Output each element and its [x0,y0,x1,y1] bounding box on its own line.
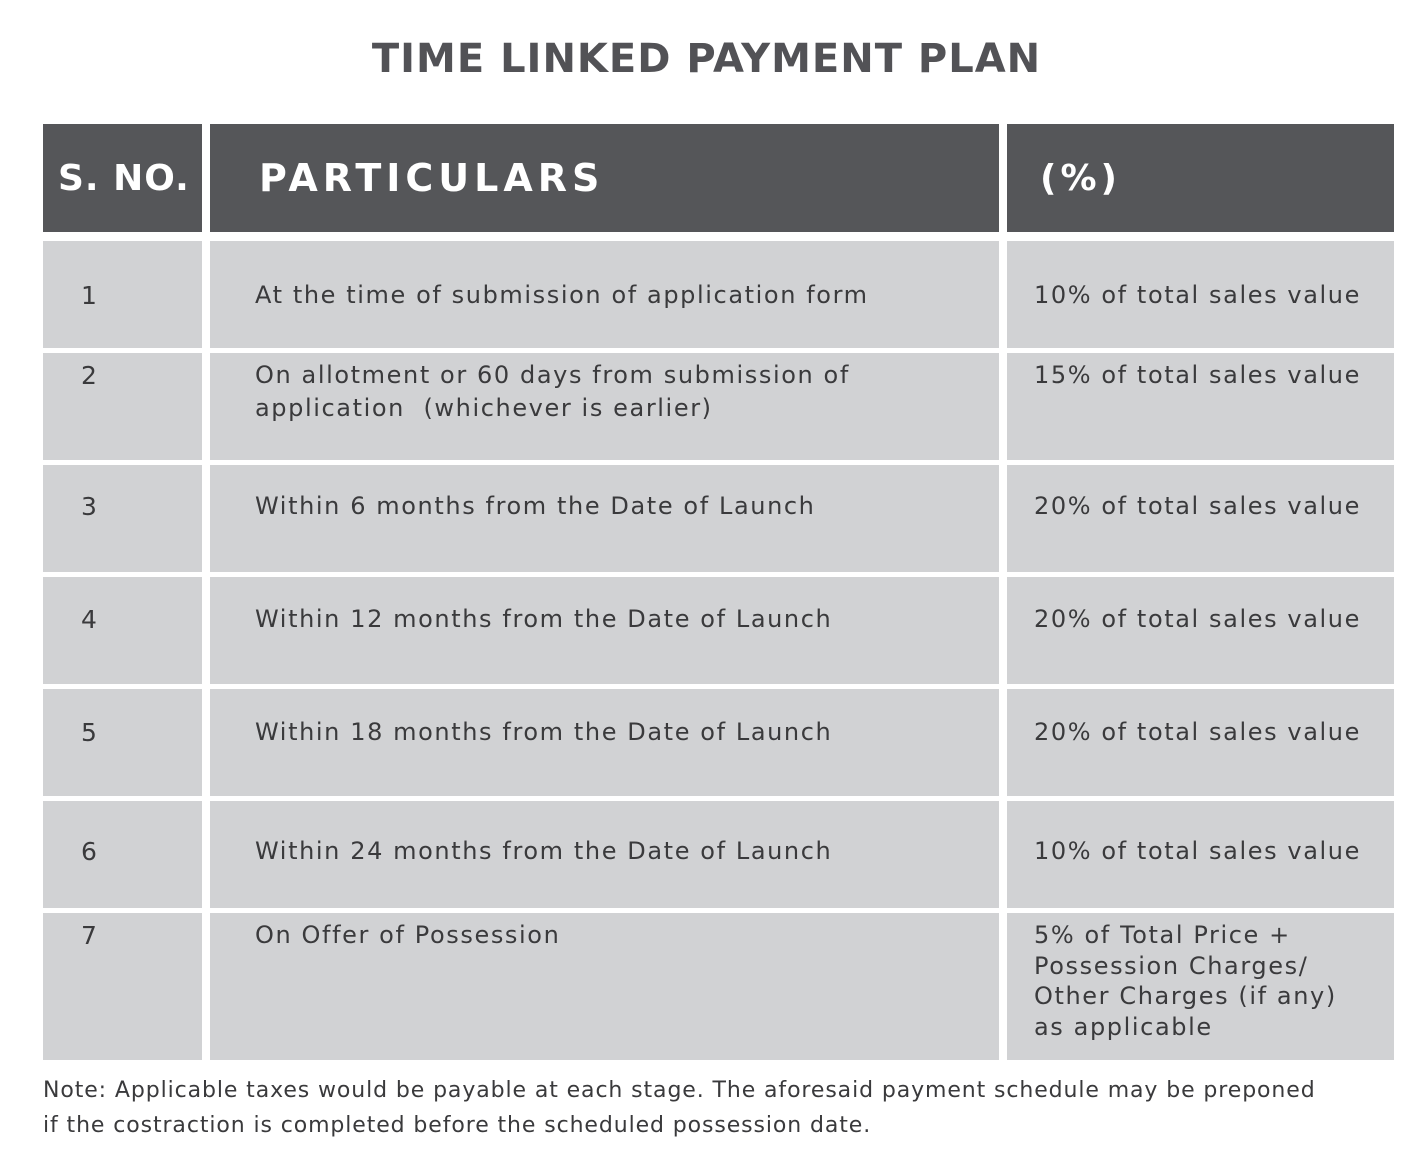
percent-line: as applicable [1034,1012,1213,1041]
table-header-row [43,124,1394,232]
table-row [43,801,1394,908]
header-percent: (%) [1007,124,1394,232]
particulars-cell [210,913,999,1060]
percent-cell [1007,241,1394,348]
table-row [43,241,1394,348]
sno-cell [43,465,202,572]
particulars-text: Within 6 months from the Date of Launch [255,492,816,520]
particulars-cell [210,241,999,348]
table-row [43,353,1394,460]
sno-value: 6 [81,837,99,866]
percent-cell [1007,353,1394,460]
percent-text [1034,920,1389,1042]
sno-cell [43,689,202,796]
table-row [43,913,1394,1060]
particulars-cell [210,689,999,796]
particulars-text: Within 12 months from the Date of Launch [255,605,833,633]
sno-value: 7 [81,921,99,950]
percent-cell [1007,465,1394,572]
sno-cell [43,353,202,460]
sno-value: 2 [81,361,99,390]
percent-cell [1007,801,1394,908]
table-row [43,577,1394,684]
sno-cell [43,913,202,1060]
percent-text: 20% of total sales value [1034,605,1361,633]
percent-text: 10% of total sales value [1034,837,1361,865]
sno-cell [43,241,202,348]
percent-line: Possession Charges/ [1034,951,1309,980]
footnote-line: if the costraction is completed before the scheduled possession date. [43,1113,872,1138]
page-title: TIME LINKED PAYMENT PLAN [371,36,1042,82]
percent-text: 15% of total sales value [1034,361,1361,389]
sno-value: 1 [81,281,99,310]
percent-text: 10% of total sales value [1034,281,1361,309]
particulars-cell [210,577,999,684]
footnote [43,1073,1403,1143]
percent-cell [1007,913,1394,1060]
table-row [43,689,1394,796]
footnote-line: Note: Applicable taxes would be payable at each stage. The aforesaid payment schedule may be preponed [43,1078,1316,1103]
particulars-text: Within 24 months from the Date of Launch [255,837,833,865]
percent-text: 20% of total sales value [1034,492,1361,520]
sno-cell [43,801,202,908]
particulars-text: At the time of submission of application form [255,281,869,309]
particulars-text [255,359,975,425]
table-row [43,465,1394,572]
particulars-cell [210,353,999,460]
percent-text: 20% of total sales value [1034,718,1361,746]
particulars-cell [210,465,999,572]
percent-line: Other Charges (if any) [1034,982,1337,1010]
percent-cell [1007,689,1394,796]
particulars-text: On Offer of Possession [255,921,561,949]
particulars-cell [210,801,999,908]
particulars-line: On allotment or 60 days from submission of [255,361,850,389]
percent-line: 5% of Total Price + [1034,921,1291,949]
header-particulars: PARTICULARS [210,124,999,232]
particulars-text: Within 18 months from the Date of Launch [255,718,833,746]
header-sno: S. NO. [43,124,202,232]
percent-cell [1007,577,1394,684]
sno-cell [43,577,202,684]
particulars-line: application (whichever is earlier) [255,394,713,422]
sno-value: 4 [81,605,99,634]
sno-value: 5 [81,718,99,747]
sno-value: 3 [81,492,99,521]
